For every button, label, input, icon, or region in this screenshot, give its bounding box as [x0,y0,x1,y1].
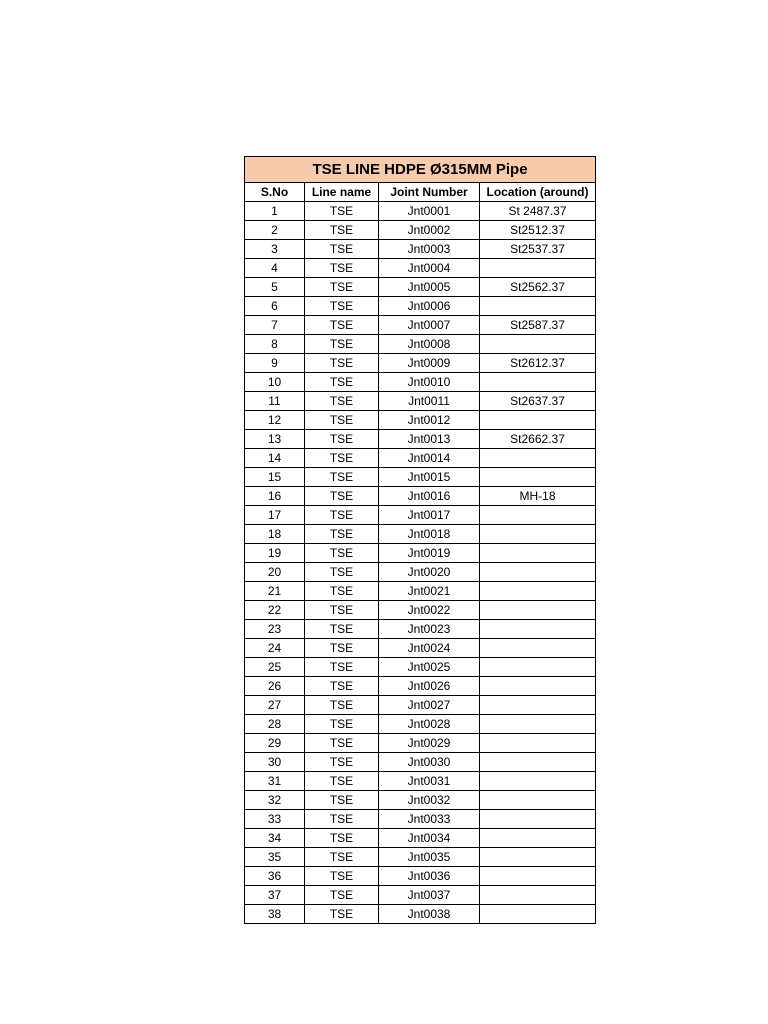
cell-line-name: TSE [305,278,379,297]
cell-sno: 19 [245,544,305,563]
cell-sno: 32 [245,791,305,810]
cell-line-name: TSE [305,696,379,715]
cell-sno: 29 [245,734,305,753]
cell-line-name: TSE [305,829,379,848]
table-row [245,316,596,335]
table-row [245,392,596,411]
cell-sno: 6 [245,297,305,316]
table-row [245,867,596,886]
column-header-line-name: Line name [305,183,379,202]
cell-line-name: TSE [305,810,379,829]
table-row [245,373,596,392]
table-row [245,563,596,582]
cell-joint-number: Jnt0015 [379,468,480,487]
cell-location [480,905,596,924]
table-row [245,601,596,620]
cell-line-name: TSE [305,563,379,582]
cell-location [480,525,596,544]
cell-joint-number: Jnt0005 [379,278,480,297]
cell-sno: 34 [245,829,305,848]
cell-location [480,886,596,905]
cell-sno: 22 [245,601,305,620]
table-row [245,240,596,259]
cell-location [480,658,596,677]
cell-joint-number: Jnt0010 [379,373,480,392]
cell-line-name: TSE [305,487,379,506]
cell-sno: 7 [245,316,305,335]
cell-location [480,582,596,601]
cell-joint-number: Jnt0011 [379,392,480,411]
column-header-sno: S.No [245,183,305,202]
cell-sno: 21 [245,582,305,601]
cell-line-name: TSE [305,620,379,639]
table-row [245,487,596,506]
cell-location [480,335,596,354]
cell-joint-number: Jnt0018 [379,525,480,544]
title-row [245,157,596,183]
table-row [245,658,596,677]
cell-joint-number: Jnt0002 [379,221,480,240]
cell-line-name: TSE [305,677,379,696]
cell-line-name: TSE [305,411,379,430]
table-row [245,221,596,240]
cell-sno: 38 [245,905,305,924]
cell-location [480,848,596,867]
cell-sno: 37 [245,886,305,905]
cell-location [480,753,596,772]
cell-joint-number: Jnt0016 [379,487,480,506]
cell-location [480,810,596,829]
cell-line-name: TSE [305,373,379,392]
cell-location: St2537.37 [480,240,596,259]
cell-line-name: TSE [305,430,379,449]
cell-line-name: TSE [305,316,379,335]
table-row [245,202,596,221]
joint-table [244,156,596,924]
table-row [245,525,596,544]
cell-location: St 2487.37 [480,202,596,221]
cell-line-name: TSE [305,354,379,373]
cell-sno: 31 [245,772,305,791]
cell-location: St2512.37 [480,221,596,240]
cell-joint-number: Jnt0025 [379,658,480,677]
table-row [245,772,596,791]
cell-joint-number: Jnt0036 [379,867,480,886]
cell-location [480,411,596,430]
cell-sno: 17 [245,506,305,525]
cell-joint-number: Jnt0009 [379,354,480,373]
table-row [245,677,596,696]
cell-joint-number: Jnt0027 [379,696,480,715]
cell-location [480,791,596,810]
cell-joint-number: Jnt0032 [379,791,480,810]
cell-sno: 28 [245,715,305,734]
cell-sno: 13 [245,430,305,449]
table-row [245,468,596,487]
table-row [245,354,596,373]
table-title: TSE LINE HDPE Ø315MM Pipe [245,157,596,183]
cell-line-name: TSE [305,297,379,316]
cell-joint-number: Jnt0003 [379,240,480,259]
cell-location [480,829,596,848]
cell-line-name: TSE [305,601,379,620]
cell-location [480,639,596,658]
table-row [245,278,596,297]
table-row [245,715,596,734]
table-row [245,620,596,639]
cell-joint-number: Jnt0020 [379,563,480,582]
cell-sno: 26 [245,677,305,696]
cell-line-name: TSE [305,867,379,886]
cell-location [480,677,596,696]
cell-location: MH-18 [480,487,596,506]
table-row [245,696,596,715]
cell-joint-number: Jnt0030 [379,753,480,772]
cell-sno: 25 [245,658,305,677]
cell-line-name: TSE [305,791,379,810]
table-row [245,297,596,316]
table-row [245,544,596,563]
cell-location [480,620,596,639]
cell-sno: 18 [245,525,305,544]
cell-joint-number: Jnt0006 [379,297,480,316]
column-header-joint-number: Joint Number [379,183,480,202]
cell-location: St2587.37 [480,316,596,335]
column-header-location: Location (around) [480,183,596,202]
cell-joint-number: Jnt0017 [379,506,480,525]
cell-line-name: TSE [305,753,379,772]
cell-joint-number: Jnt0028 [379,715,480,734]
cell-line-name: TSE [305,715,379,734]
cell-sno: 3 [245,240,305,259]
table-row [245,506,596,525]
cell-joint-number: Jnt0029 [379,734,480,753]
cell-line-name: TSE [305,886,379,905]
cell-location [480,259,596,278]
cell-joint-number: Jnt0031 [379,772,480,791]
cell-sno: 16 [245,487,305,506]
cell-location [480,468,596,487]
cell-sno: 2 [245,221,305,240]
cell-joint-number: Jnt0035 [379,848,480,867]
cell-sno: 8 [245,335,305,354]
cell-line-name: TSE [305,848,379,867]
table-row [245,848,596,867]
cell-location [480,449,596,468]
cell-sno: 11 [245,392,305,411]
cell-joint-number: Jnt0019 [379,544,480,563]
cell-sno: 9 [245,354,305,373]
cell-sno: 24 [245,639,305,658]
cell-line-name: TSE [305,658,379,677]
cell-line-name: TSE [305,392,379,411]
cell-line-name: TSE [305,639,379,658]
header-row [245,183,596,202]
cell-sno: 1 [245,202,305,221]
cell-joint-number: Jnt0037 [379,886,480,905]
table-row [245,810,596,829]
cell-joint-number: Jnt0038 [379,905,480,924]
cell-joint-number: Jnt0008 [379,335,480,354]
cell-joint-number: Jnt0012 [379,411,480,430]
cell-location: St2637.37 [480,392,596,411]
cell-location [480,373,596,392]
cell-location [480,601,596,620]
table-row [245,639,596,658]
cell-location: St2612.37 [480,354,596,373]
cell-line-name: TSE [305,240,379,259]
table-row [245,259,596,278]
table-row [245,829,596,848]
table-row [245,430,596,449]
cell-joint-number: Jnt0026 [379,677,480,696]
table-row [245,582,596,601]
cell-location [480,696,596,715]
cell-joint-number: Jnt0004 [379,259,480,278]
table-row [245,411,596,430]
cell-location [480,506,596,525]
cell-sno: 14 [245,449,305,468]
table-row [245,753,596,772]
table-row [245,335,596,354]
cell-sno: 27 [245,696,305,715]
cell-sno: 15 [245,468,305,487]
cell-location [480,563,596,582]
cell-line-name: TSE [305,335,379,354]
cell-joint-number: Jnt0013 [379,430,480,449]
cell-line-name: TSE [305,582,379,601]
cell-line-name: TSE [305,449,379,468]
cell-sno: 20 [245,563,305,582]
cell-line-name: TSE [305,525,379,544]
cell-sno: 33 [245,810,305,829]
table-row [245,791,596,810]
cell-joint-number: Jnt0001 [379,202,480,221]
cell-joint-number: Jnt0034 [379,829,480,848]
cell-location [480,544,596,563]
cell-line-name: TSE [305,259,379,278]
cell-line-name: TSE [305,506,379,525]
cell-sno: 30 [245,753,305,772]
cell-joint-number: Jnt0024 [379,639,480,658]
table-row [245,449,596,468]
cell-sno: 35 [245,848,305,867]
cell-line-name: TSE [305,544,379,563]
cell-line-name: TSE [305,772,379,791]
cell-line-name: TSE [305,905,379,924]
cell-line-name: TSE [305,468,379,487]
cell-line-name: TSE [305,202,379,221]
cell-line-name: TSE [305,221,379,240]
cell-sno: 10 [245,373,305,392]
cell-sno: 23 [245,620,305,639]
cell-location [480,772,596,791]
cell-joint-number: Jnt0033 [379,810,480,829]
cell-sno: 4 [245,259,305,278]
table-row [245,905,596,924]
cell-line-name: TSE [305,734,379,753]
cell-sno: 5 [245,278,305,297]
joint-register-sheet [244,156,595,924]
table-body [245,202,596,924]
cell-location [480,715,596,734]
table-row [245,734,596,753]
cell-location [480,297,596,316]
cell-joint-number: Jnt0022 [379,601,480,620]
cell-joint-number: Jnt0014 [379,449,480,468]
cell-joint-number: Jnt0021 [379,582,480,601]
cell-location: St2662.37 [480,430,596,449]
cell-joint-number: Jnt0023 [379,620,480,639]
table-row [245,886,596,905]
cell-location [480,867,596,886]
cell-sno: 36 [245,867,305,886]
cell-location: St2562.37 [480,278,596,297]
cell-location [480,734,596,753]
cell-sno: 12 [245,411,305,430]
cell-joint-number: Jnt0007 [379,316,480,335]
